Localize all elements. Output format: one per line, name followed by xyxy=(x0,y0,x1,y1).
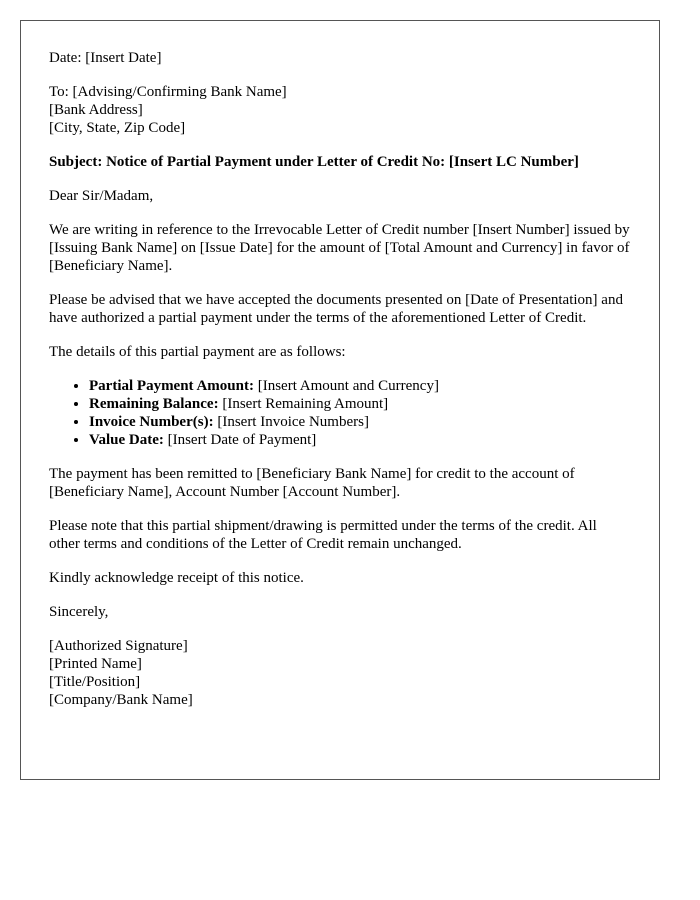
title-line: [Title/Position] xyxy=(49,674,141,690)
note-paragraph: Please note that this partial shipment/drawing is permitted under the terms of the credit. All other terms and conditions of the Letter of Credit remain unchanged. xyxy=(49,518,597,552)
detail-value: [Insert Remaining Amount] xyxy=(218,396,389,412)
signature-line: [Authorized Signature] xyxy=(49,638,188,654)
detail-value: [Insert Invoice Numbers] xyxy=(213,414,369,430)
detail-label: Invoice Number(s): xyxy=(89,414,214,430)
salutation: Dear Sir/Madam, xyxy=(49,188,154,204)
company-line: [Company/Bank Name] xyxy=(49,692,193,708)
recipient-city-line: [City, State, Zip Code] xyxy=(49,120,186,136)
payment-details-list xyxy=(49,377,631,449)
remitted-paragraph: The payment has been remitted to [Beneficiary Bank Name] for credit to the account of [Beneficiary Name], Account Number [Account Number]. xyxy=(49,466,575,500)
reference-paragraph: We are writing in reference to the Irrevocable Letter of Credit number [Insert Number] issued by [Issuing Bank Name] on [Issue Date] for the amount of [Total Amount and Currency] in favor of [Beneficiary Name]. xyxy=(49,222,630,274)
closing-line: Sincerely, xyxy=(49,604,109,620)
detail-value: [Insert Amount and Currency] xyxy=(253,378,439,394)
list-item xyxy=(89,413,631,431)
recipient-to-line: To: [Advising/Confirming Bank Name] xyxy=(49,84,287,100)
recipient-address-line: [Bank Address] xyxy=(49,102,143,118)
recipient-block xyxy=(49,83,631,137)
advised-paragraph: Please be advised that we have accepted the documents presented on [Date of Presentation] and have authorized a partial payment under the terms of the aforementioned Letter of Credit. xyxy=(49,292,623,326)
printed-name-line: [Printed Name] xyxy=(49,656,142,672)
details-intro: The details of this partial payment are as follows: xyxy=(49,344,346,360)
list-item xyxy=(89,431,631,449)
detail-label: Partial Payment Amount: xyxy=(89,378,254,394)
detail-value: [Insert Date of Payment] xyxy=(163,432,317,448)
list-item xyxy=(89,377,631,395)
acknowledge-paragraph: Kindly acknowledge receipt of this notice. xyxy=(49,570,304,586)
date-line: Date: [Insert Date] xyxy=(49,50,162,66)
detail-label: Value Date: xyxy=(89,432,164,448)
letter-page xyxy=(20,20,660,780)
subject-line: Subject: Notice of Partial Payment under Letter of Credit No: [Insert LC Number] xyxy=(49,154,579,170)
list-item xyxy=(89,395,631,413)
signature-block xyxy=(49,637,631,709)
detail-label: Remaining Balance: xyxy=(89,396,219,412)
